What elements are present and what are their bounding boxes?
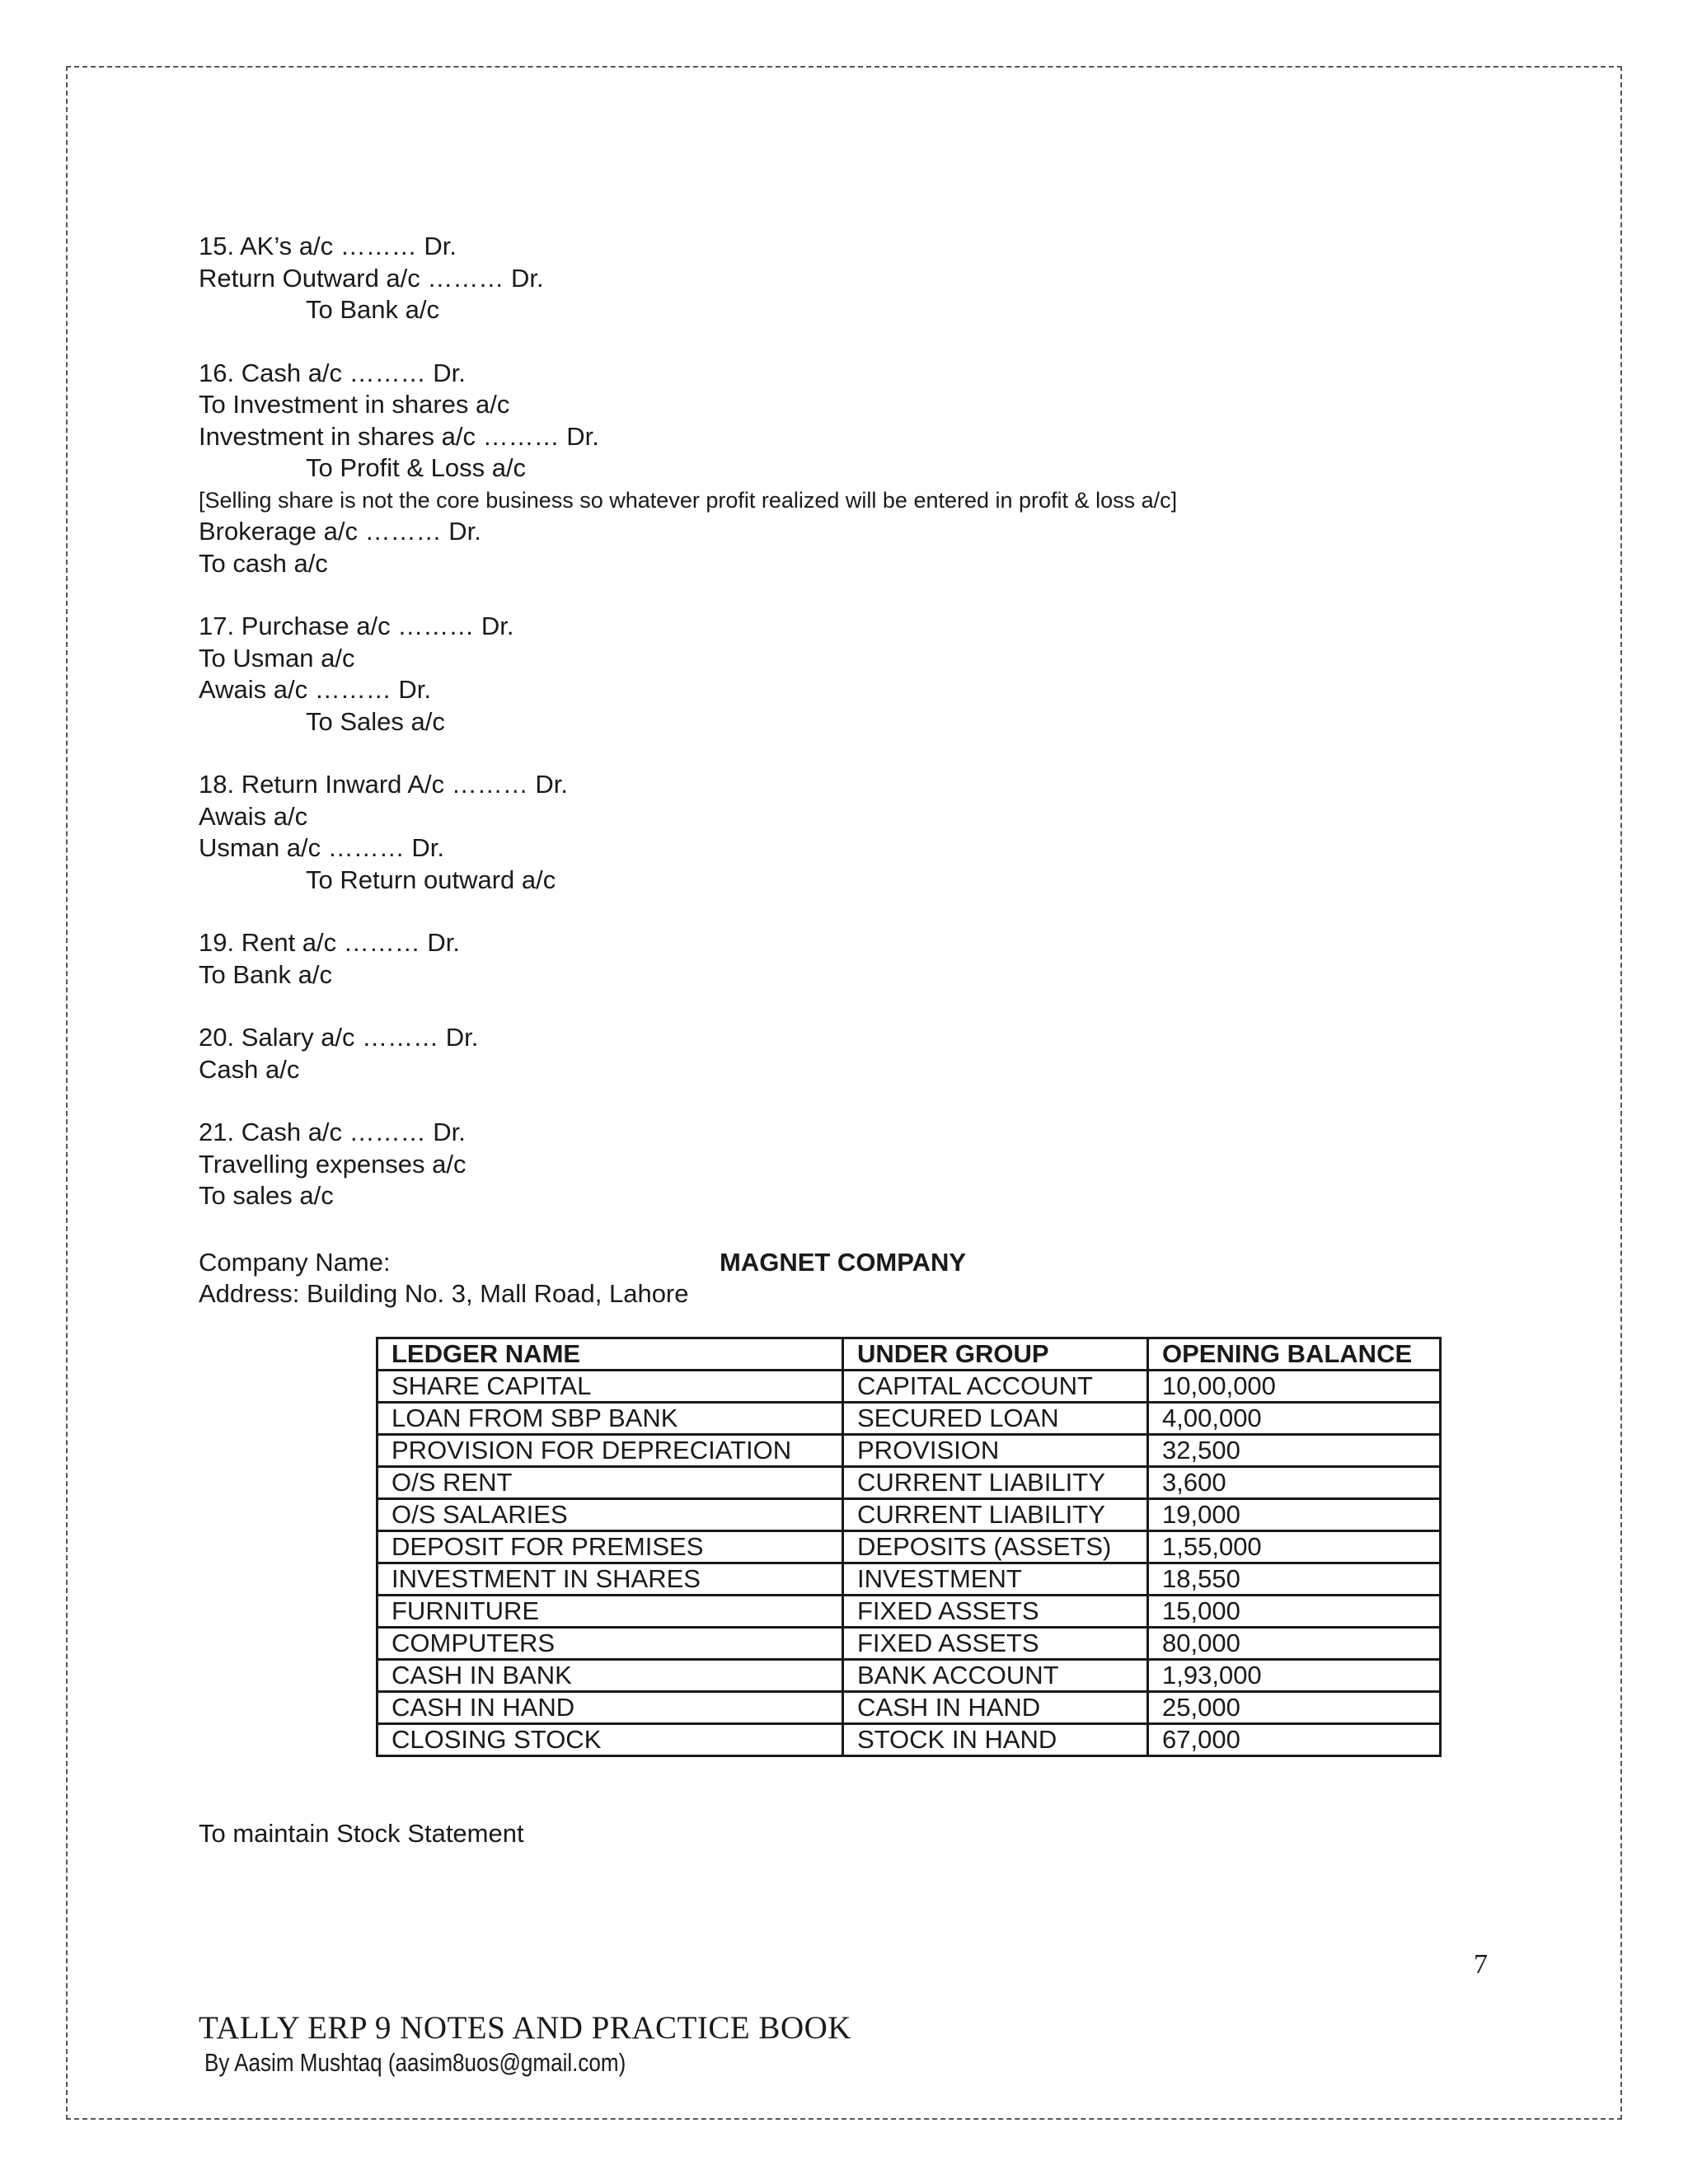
entry-line: 21. Cash a/c ……… Dr. (199, 1118, 466, 1146)
company-name-row (199, 1247, 1534, 1279)
ledger-table (376, 1337, 1442, 1757)
under-group-cell: CAPITAL ACCOUNT (843, 1370, 1148, 1402)
journal-entry (199, 231, 1534, 326)
journal-entry (199, 927, 1534, 991)
company-name-label: Company Name: (199, 1247, 391, 1277)
opening-balance-cell: 3,600 (1148, 1466, 1441, 1498)
entry-line: To Sales a/c (306, 706, 445, 736)
entry-line: To Investment in shares a/c (199, 390, 510, 419)
opening-balance-cell: 18,550 (1148, 1563, 1441, 1595)
under-group-cell: FIXED ASSETS (843, 1627, 1148, 1659)
entry-line: 19. Rent a/c ……… Dr. (199, 928, 460, 957)
journal-entries (199, 231, 1534, 1212)
under-group-cell: PROVISION (843, 1434, 1148, 1466)
table-row (377, 1659, 1441, 1691)
opening-balance-cell: 25,000 (1148, 1691, 1441, 1723)
entry-line: 20. Salary a/c ……… Dr. (199, 1023, 479, 1052)
ledger-name-cell: DEPOSIT FOR PREMISES (377, 1530, 843, 1563)
under-group-cell: CASH IN HAND (843, 1691, 1148, 1723)
ledger-name-cell: PROVISION FOR DEPRECIATION (377, 1434, 843, 1466)
entry-line: Cash a/c (199, 1054, 300, 1084)
table-row (377, 1595, 1441, 1627)
page-number: 7 (1474, 1949, 1488, 1980)
entry-line: To Return outward a/c (306, 865, 556, 894)
entry-line: To Profit & Loss a/c (306, 453, 527, 482)
journal-entry (199, 769, 1534, 896)
under-group-cell: INVESTMENT (843, 1563, 1148, 1595)
table-row (377, 1370, 1441, 1402)
ledger-name-cell: O/S SALARIES (377, 1498, 843, 1530)
entry-line: To sales a/c (199, 1181, 334, 1210)
entry-line: Brokerage a/c ……… Dr. (199, 517, 481, 546)
entry-note: [Selling share is not the core business so whatever profit realized will be entered in profit & loss a/c] (199, 487, 1178, 513)
under-group-cell: STOCK IN HAND (843, 1723, 1148, 1755)
company-block (199, 1247, 1534, 1310)
opening-balance-cell: 19,000 (1148, 1498, 1441, 1530)
stock-statement-text: To maintain Stock Statement (199, 1818, 524, 1848)
company-address: Address: Building No. 3, Mall Road, Lahore (199, 1279, 689, 1308)
under-group-cell: FIXED ASSETS (843, 1595, 1148, 1627)
footer-author: By Aasim Mushtaq (aasim8uos@gmail.com) (204, 2048, 626, 2077)
table-row (377, 1627, 1441, 1659)
ledger-name-cell: SHARE CAPITAL (377, 1370, 843, 1402)
entry-line: Awais a/c (199, 801, 308, 831)
opening-balance-cell: 1,93,000 (1148, 1659, 1441, 1691)
ledger-name-cell: CLOSING STOCK (377, 1723, 843, 1755)
ledger-body (377, 1370, 1441, 1755)
page-content (199, 231, 1534, 1849)
table-row (377, 1498, 1441, 1530)
under-group-cell: DEPOSITS (ASSETS) (843, 1530, 1148, 1563)
entry-line: Usman a/c ……… Dr. (199, 833, 444, 862)
table-row (377, 1466, 1441, 1498)
under-group-cell: SECURED LOAN (843, 1402, 1148, 1434)
entry-line: Travelling expenses a/c (199, 1149, 467, 1179)
table-row (377, 1723, 1441, 1755)
footer-title: TALLY ERP 9 NOTES AND PRACTICE BOOK (199, 2010, 851, 2046)
opening-balance-cell: 4,00,000 (1148, 1402, 1441, 1434)
entry-line: 16. Cash a/c ……… Dr. (199, 358, 466, 387)
table-row (377, 1402, 1441, 1434)
entry-line: To Bank a/c (306, 295, 439, 324)
entry-line: To cash a/c (199, 548, 328, 578)
ledger-name-cell: COMPUTERS (377, 1627, 843, 1659)
under-group-cell: CURRENT LIABILITY (843, 1498, 1148, 1530)
table-row (377, 1434, 1441, 1466)
ledger-name-cell: INVESTMENT IN SHARES (377, 1563, 843, 1595)
entry-line: Return Outward a/c ……… Dr. (199, 263, 544, 293)
entry-line: Investment in shares a/c ……… Dr. (199, 421, 599, 451)
journal-entry (199, 1117, 1534, 1212)
journal-entry (199, 611, 1534, 738)
opening-balance-cell: 32,500 (1148, 1434, 1441, 1466)
ledger-name-cell: FURNITURE (377, 1595, 843, 1627)
ledger-header-ledger-name: LEDGER NAME (377, 1338, 843, 1370)
entry-line: 17. Purchase a/c ……… Dr. (199, 612, 514, 640)
entry-line: To Usman a/c (199, 643, 355, 673)
opening-balance-cell: 80,000 (1148, 1627, 1441, 1659)
entry-line: To Bank a/c (199, 959, 332, 989)
ledger-header-row (377, 1338, 1441, 1370)
entry-line: 18. Return Inward A/c ……… Dr. (199, 770, 568, 799)
ledger-name-cell: CASH IN BANK (377, 1659, 843, 1691)
journal-entry (199, 1022, 1534, 1085)
opening-balance-cell: 67,000 (1148, 1723, 1441, 1755)
entry-line: Awais a/c ……… Dr. (199, 675, 431, 704)
opening-balance-cell: 10,00,000 (1148, 1370, 1441, 1402)
ledger-name-cell: LOAN FROM SBP BANK (377, 1402, 843, 1434)
under-group-cell: CURRENT LIABILITY (843, 1466, 1148, 1498)
ledger-name-cell: CASH IN HAND (377, 1691, 843, 1723)
ledger-name-cell: O/S RENT (377, 1466, 843, 1498)
opening-balance-cell: 1,55,000 (1148, 1530, 1441, 1563)
company-name-value: MAGNET COMPANY (720, 1247, 967, 1277)
opening-balance-cell: 15,000 (1148, 1595, 1441, 1627)
table-row (377, 1691, 1441, 1723)
table-row (377, 1563, 1441, 1595)
ledger-header-opening-balance: OPENING BALANCE (1148, 1338, 1441, 1370)
journal-entry (199, 358, 1534, 580)
under-group-cell: BANK ACCOUNT (843, 1659, 1148, 1691)
table-row (377, 1530, 1441, 1563)
entry-line: 15. AK’s a/c ……… Dr. (199, 232, 457, 260)
ledger-header-under-group: UNDER GROUP (843, 1338, 1148, 1370)
